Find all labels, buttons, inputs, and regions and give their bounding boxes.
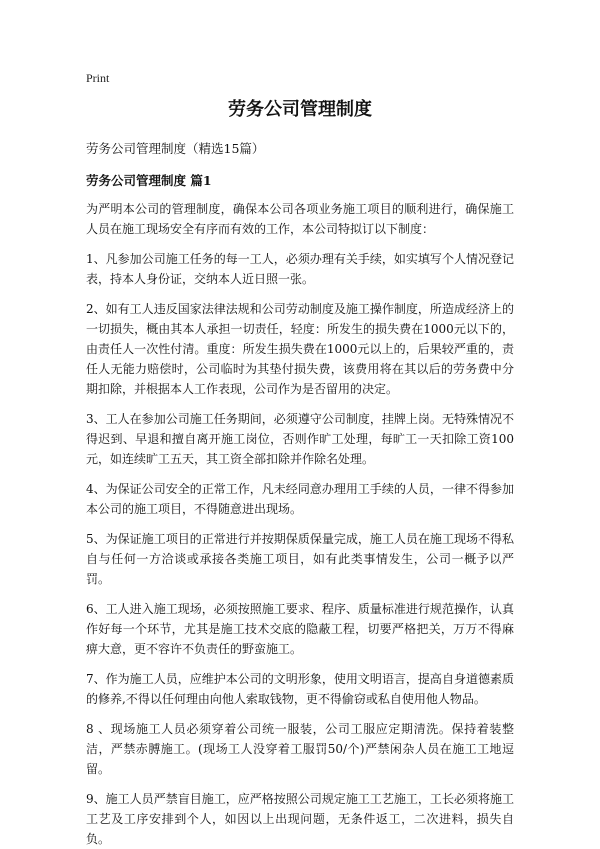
document-subtitle: 劳务公司管理制度（精选15篇） bbox=[86, 141, 265, 156]
paragraph-rule-6: 6、工人进入施工现场，必须按照施工要求、程序、质量标准进行规范操作，认真作好每一个环节，尤其是施工技术交底的隐蔽工程，切要严格把关，万万不得麻痹大意，更不容许不负责任的野蛮施工。 bbox=[86, 602, 514, 656]
paragraph-rule-9: 9、施工人员严禁盲目施工，应严格按照公司规定施工工艺施工，工长必须将施工工艺及工序安排到个人，如因以上出现问题，无条件返工，二次进料，损失自负。 bbox=[86, 792, 514, 846]
paragraph-rule-3: 3、工人在参加公司施工任务期间，必须遵守公司制度，挂牌上岗。无特殊情况不得迟到、早退和擅自离开施工岗位，否则作旷工处理，每旷工一天扣除工资100元，如连续旷工五天，其工资全部扣除并作除名处理。 bbox=[86, 412, 514, 466]
paragraph-rule-5: 5、为保证施工项目的正常进行并按期保质保量完成，施工人员在施工现场不得私自与任何一方洽谈或承接各类施工项目，如有此类事情发生，公司一概予以严罚。 bbox=[86, 532, 514, 586]
paragraph-intro: 为严明本公司的管理制度，确保本公司各项业务施工项目的顺利进行，确保施工人员在施工现场安全有序而有效的工作，本公司特拟订以下制度： bbox=[86, 202, 514, 236]
paragraph-rule-2: 2、如有工人违反国家法律法规和公司劳动制度及施工操作制度，所造成经济上的一切损失，概由其本人承担一切责任，轻度：所发生的损失费在1000元以下的，由责任人一次性付清。重度：所发生损失费在1000元以上的，后果较严重的，责任人无能力赔偿时，公司临时为其垫付损失费，该费用将在其以后的劳务费中分期扣除，并根据本人工作表现，公司作为是否留用的决定。 bbox=[86, 302, 514, 396]
paragraph-rule-7: 7、作为施工人员，应维护本公司的文明形象，使用文明语言，提高自身道德素质的修养,不得以任何理由向他人索取钱物，更不得偷窃或私自使用他人物品。 bbox=[86, 672, 514, 706]
paragraph-rule-4: 4、为保证公司安全的正常工作，凡未经同意办理用工手续的人员，一律不得参加本公司的施工项目，不得随意进出现场。 bbox=[86, 482, 514, 516]
paragraph-rule-1: 1、凡参加公司施工任务的每一工人，必须办理有关手续，如实填写个人情况登记表，持本人身份证，交纳本人近日照一张。 bbox=[86, 252, 514, 286]
print-label[interactable]: Print bbox=[86, 71, 110, 85]
paragraph-rule-8: 8 、现场施工人员必须穿着公司统一服装，公司工服应定期清洗。保持着装整洁，严禁赤膊施工。(现场工人没穿着工服罚50/个)严禁闲杂人员在施工工地逗留。 bbox=[86, 722, 514, 776]
section-heading: 劳务公司管理制度 篇1 bbox=[86, 173, 212, 188]
document-title: 劳务公司管理制度 bbox=[228, 99, 372, 120]
